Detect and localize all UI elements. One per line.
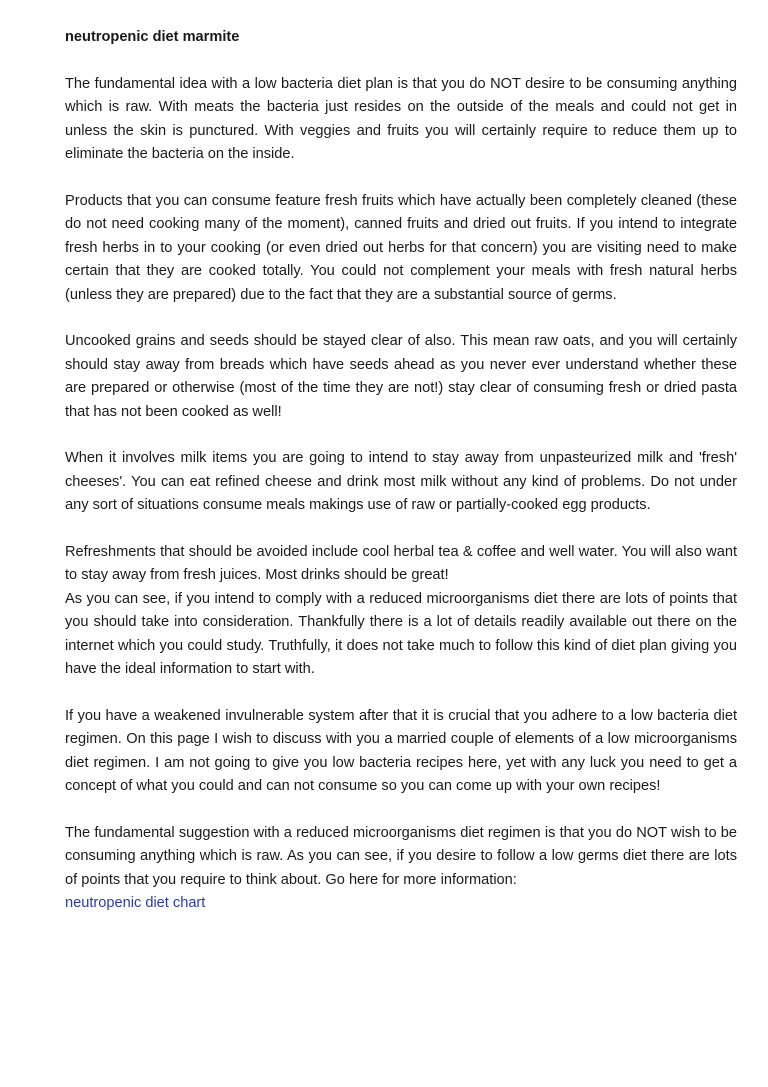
paragraph-1: The fundamental idea with a low bacteria diet plan is that you do NOT desire to be consuming anything which is raw. With meats the bacteria just resides on the outside of the meals and could not get in unless the skin is punctured. With veggies and fruits you will certainly require to reduce them up to eliminate the bacteria on the inside. <box>65 76 737 163</box>
paragraph-6: As you can see, if you intend to comply with a reduced microorganisms diet there are lots of points that you should take into consideration. Thankfully there is a lot of details readily available out there on the internet which you could study. Truthfully, it does not take much to follow this kind of diet plan giving you have the ideal information to start with. <box>65 590 737 678</box>
paragraph-7: If you have a weakened invulnerable system after that it is crucial that you adhere to a low bacteria diet regimen. On this page I wish to discuss with you a married couple of elements of a low microorganisms diet regimen. I am not going to give you low bacteria recipes here, yet with any luck you need to get a concept of what you could and can not consume so you can come up with your own recipes! <box>65 707 737 795</box>
paragraph-3: Uncooked grains and seeds should be stayed clear of also. This mean raw oats, and you will certainly should stay away from breads which have seeds ahead as you never ever understand whether these are prepared or otherwise (most of the time they are not!) stay clear of consuming fresh or dried pasta that has not been cooked as well! <box>65 333 737 420</box>
document-title: neutropenic diet marmite <box>65 29 240 45</box>
paragraph-5: Refreshments that should be avoided include cool herbal tea & coffee and well water. You will also want to stay away from fresh juices. Most drinks should be great! <box>65 544 737 584</box>
paragraph-8-text: The fundamental suggestion with a reduced microorganisms diet regimen is that you do NOT wish to be consuming anything which is raw. As you can see, if you desire to follow a low germs diet there are lots of points that you require to think about. Go here for more information: <box>65 824 737 888</box>
document-body <box>65 73 737 939</box>
neutropenic-diet-chart-link[interactable]: neutropenic diet chart <box>65 895 206 912</box>
paragraph-2: Products that you can consume feature fresh fruits which have actually been completely cleaned (these do not need cooking many of the moment), canned fruits and dried out fruits. If you intend to integrate fresh herbs in to your cooking (or even dried out herbs for that concern) you are visiting need to make certain that they are cooked totally. You could not complement your meals with fresh natural herbs (unless they are prepared) due to the fact that they are a substantial source of germs. <box>65 193 737 303</box>
paragraph-4: When it involves milk items you are going to intend to stay away from unpasteurized milk and 'fresh' cheeses'. You can eat refined cheese and drink most milk without any kind of problems. Do not under any sort of situations consume meals makings use of raw or partially-cooked egg products. <box>65 450 737 514</box>
paragraph-8 <box>65 822 737 916</box>
